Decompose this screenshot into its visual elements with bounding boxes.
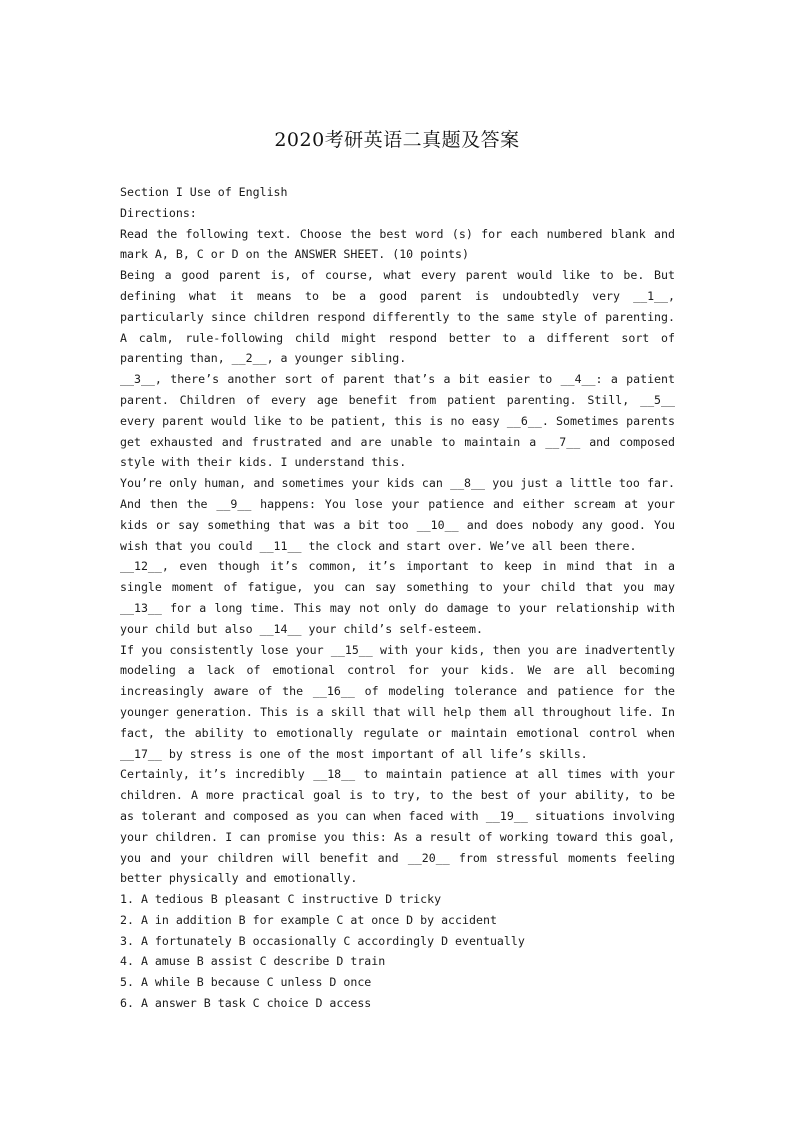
text-line: If you consistently lose your __15__ with your kids, then you are inadvertently bbox=[120, 642, 675, 657]
text-line: Certainly, it’s incredibly __18__ to maintain patience at all times with your bbox=[120, 767, 675, 782]
text-line: your children. I can promise you this: As a result of working toward this goal, bbox=[120, 829, 675, 844]
text-line: 2. A in addition B for example C at once D by accident bbox=[120, 912, 497, 927]
text-line: as tolerant and composed as you can when faced with __19__ situations involving bbox=[120, 808, 675, 823]
text-line: And then the __9__ happens: You lose your patience and either scream at your bbox=[120, 496, 675, 511]
text-line: A calm, rule-following child might respond better to a different sort of bbox=[120, 330, 675, 345]
text-line: __12__, even though it’s common, it’s important to keep in mind that in a bbox=[120, 559, 675, 574]
text-line: 1. A tedious B pleasant C instructive D tricky bbox=[120, 892, 442, 907]
text-line: You’re only human, and sometimes your kids can __8__ you just a little too far. bbox=[120, 476, 675, 491]
text-line: your child but also __14__ your child’s self-esteem. bbox=[120, 621, 483, 636]
text-line: get exhausted and frustrated and are unable to maintain a __7__ and composed bbox=[120, 434, 675, 449]
text-line: better physically and emotionally. bbox=[120, 871, 358, 886]
text-line: increasingly aware of the __16__ of modeling tolerance and patience for the bbox=[120, 684, 675, 699]
text-line: 3. A fortunately B occasionally C accordingly D eventually bbox=[120, 933, 525, 948]
text-line: Read the following text. Choose the best word (s) for each numbered blank and bbox=[120, 226, 675, 241]
page-title: 2020考研英语二真题及答案 bbox=[274, 129, 520, 151]
text-line: you and your children will benefit and __20__ from stressful moments feeling bbox=[120, 850, 675, 865]
text-line: younger generation. This is a skill that will help them all throughout life. In bbox=[120, 704, 675, 719]
text-line: children. A more practical goal is to try, to the best of your ability, to be bbox=[120, 788, 675, 803]
text-line: style with their kids. I understand this. bbox=[120, 455, 407, 470]
text-line: 6. A answer B task C choice D access bbox=[120, 996, 372, 1011]
text-line: modeling a lack of emotional control for your kids. We are all becoming bbox=[120, 663, 675, 678]
text-line: 5. A while B because C unless D once bbox=[120, 975, 372, 990]
text-line: 4. A amuse B assist C describe D train bbox=[120, 954, 386, 969]
text-line: every parent would like to be patient, this is no easy __6__. Sometimes parents bbox=[120, 413, 675, 428]
text-line: Directions: bbox=[120, 205, 197, 220]
text-line: mark A, B, C or D on the ANSWER SHEET. (10 points) bbox=[120, 247, 470, 262]
text-line: particularly since children respond differently to the same style of parenting. bbox=[120, 309, 675, 324]
text-line: parent. Children of every age benefit from patient parenting. Still, __5__ bbox=[120, 392, 675, 407]
text-line: fact, the ability to emotionally regulate or maintain emotional control when bbox=[120, 725, 675, 740]
text-line: Section I Use of English bbox=[120, 185, 288, 199]
text-line: kids or say something that was a bit too __10__ and does nobody any good. You bbox=[120, 517, 675, 532]
text-line: defining what it means to be a good parent is undoubtedly very __1__, bbox=[120, 288, 675, 303]
text-line: wish that you could __11__ the clock and start over. We’ve all been there. bbox=[120, 538, 637, 553]
document-body bbox=[120, 182, 675, 1014]
text-line: __3__, there’s another sort of parent that’s a bit easier to __4__: a patient bbox=[120, 372, 675, 387]
text-line: parenting than, __2__, a younger sibling. bbox=[120, 351, 407, 366]
text-line: __17__ by stress is one of the most important of all life’s skills. bbox=[120, 746, 588, 761]
text-line: Being a good parent is, of course, what every parent would like to be. But bbox=[120, 268, 675, 283]
text-line: __13__ for a long time. This may not only do damage to your relationship with bbox=[120, 600, 675, 615]
text-line: single moment of fatigue, you can say something to your child that you may bbox=[120, 580, 675, 595]
